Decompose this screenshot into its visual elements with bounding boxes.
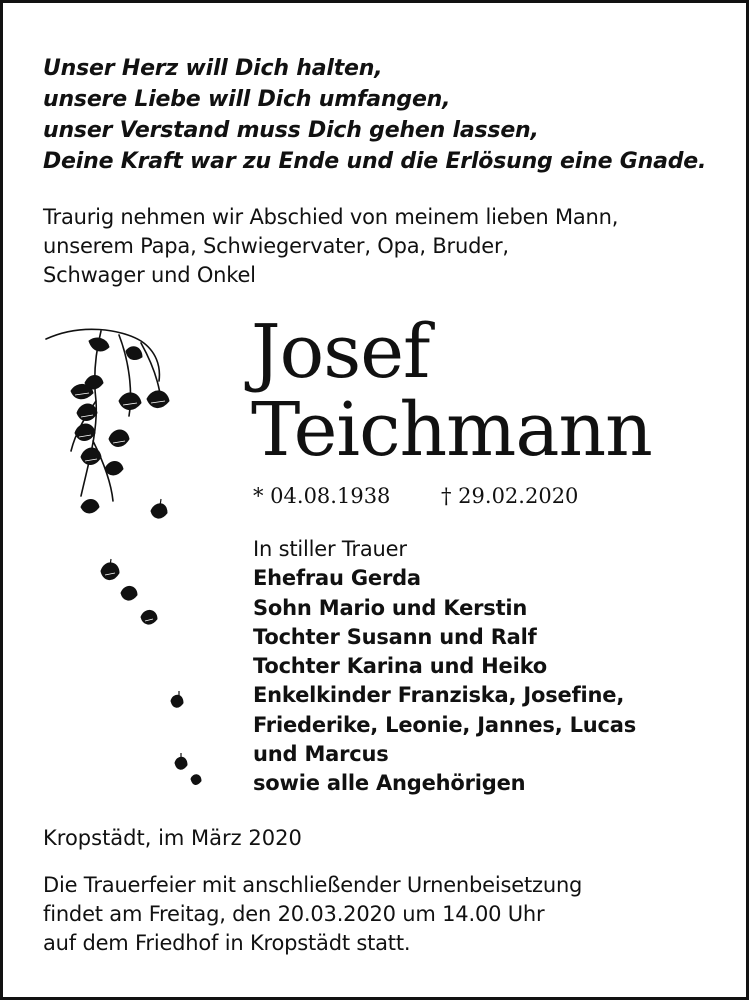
funeral-info: [43, 871, 733, 958]
birth-date: * 04.08.1938: [253, 484, 391, 508]
last-name: Teichmann: [251, 387, 652, 473]
funeral-line: findet am Freitag, den 20.03.2020 um 14.00 Uhr: [43, 902, 545, 926]
intro-line: unserem Papa, Schwiegervater, Opa, Bruder,: [43, 234, 509, 258]
death-date: † 29.02.2020: [441, 484, 579, 508]
first-name: Josef: [251, 309, 430, 395]
life-dates: [253, 481, 723, 511]
funeral-line: Die Trauerfeier mit anschließender Urnenbeisetzung: [43, 873, 583, 897]
mourners-list: [253, 535, 733, 799]
poem: [43, 53, 733, 177]
poem-line: unsere Liebe will Dich umfangen,: [43, 87, 451, 112]
mourner-line: Ehefrau Gerda: [253, 566, 421, 591]
poem-line: Unser Herz will Dich halten,: [43, 56, 383, 81]
place-date: Kropstädt, im März 2020: [43, 826, 302, 850]
mourners-heading: In stiller Trauer: [253, 537, 407, 561]
intro-line: Schwager und Onkel: [43, 263, 256, 287]
mourner-line: und Marcus: [253, 742, 389, 767]
mourner-line: Sohn Mario und Kerstin: [253, 595, 528, 620]
mourner-line: Tochter Susann und Ralf: [253, 624, 537, 649]
poem-line: unser Verstand muss Dich gehen lassen,: [43, 118, 539, 143]
mourner-line: Tochter Karina und Heiko: [253, 654, 548, 679]
mourner-line: Friederike, Leonie, Jannes, Lucas: [253, 712, 637, 737]
deceased-name: [251, 309, 731, 473]
funeral-line: auf dem Friedhof in Kropstädt statt.: [43, 931, 411, 955]
mourner-line: sowie alle Angehörigen: [253, 771, 526, 796]
poem-line: Deine Kraft war zu Ende und die Erlösung eine Gnade.: [43, 149, 707, 174]
intro-text: [43, 203, 733, 290]
intro-line: Traurig nehmen wir Abschied von meinem lieben Mann,: [43, 205, 619, 229]
falling-leaves-illustration: [41, 321, 221, 801]
mourner-line: Enkelkinder Franziska, Josefine,: [253, 683, 625, 708]
